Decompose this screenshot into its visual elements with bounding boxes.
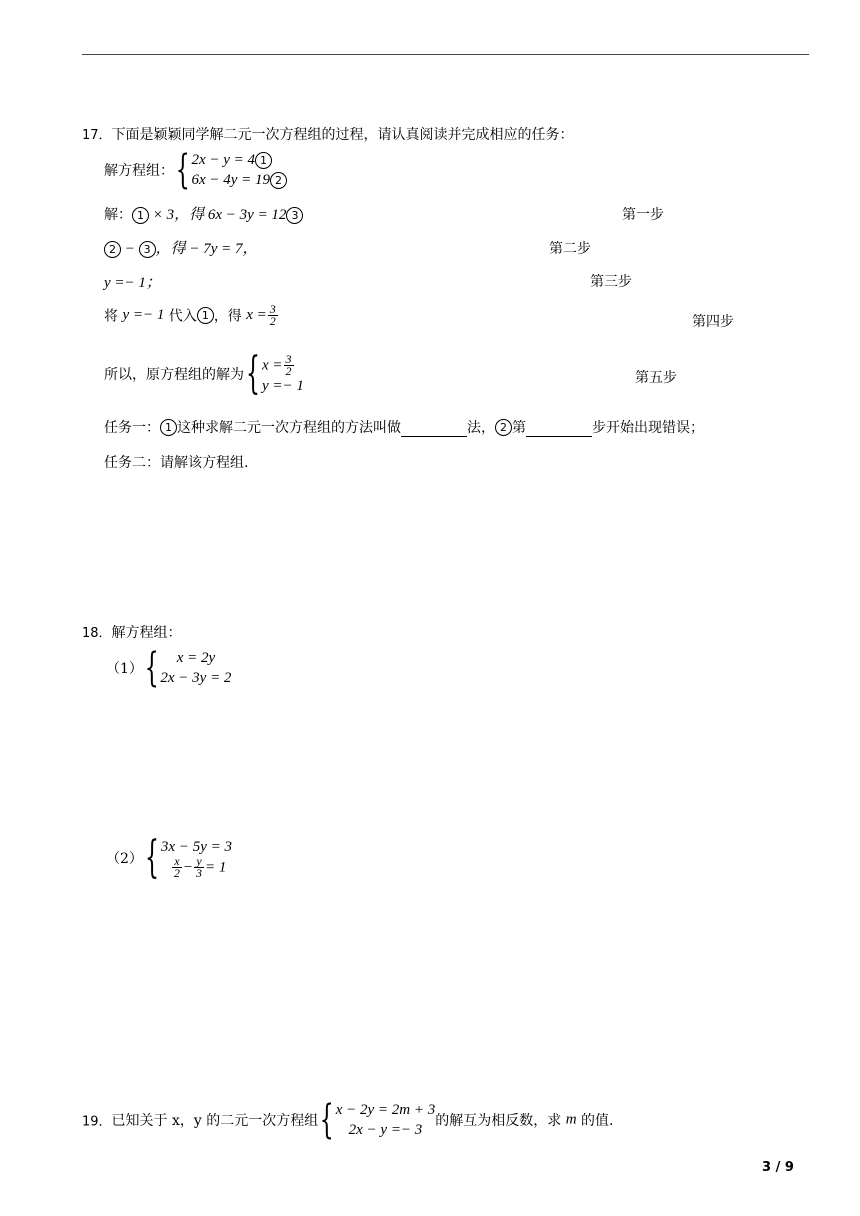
- circle-1-icon: 1: [197, 307, 214, 324]
- q17-task1-text: 这种求解二元一次方程组的方法叫做: [177, 420, 401, 436]
- q17-task1: [104, 417, 704, 437]
- q17-step2-tag: 第二步: [549, 241, 591, 257]
- q17-step1-tag: 第一步: [622, 207, 664, 223]
- q18-part2-eq1: 3x − 5y = 3: [160, 838, 232, 855]
- q19-eq1: x − 2y = 2m + 3: [335, 1102, 436, 1118]
- circle-1-icon: 1: [160, 419, 177, 436]
- q17-intro: [82, 124, 574, 144]
- circle-2-icon: 2: [104, 241, 121, 258]
- q17-step5-x-row: x = $\frac{3}{2}$: [262, 351, 292, 378]
- circle-3-icon: 3: [139, 241, 156, 258]
- q17-step5-y-row: y =− 1: [262, 377, 304, 394]
- q18-part1: [106, 645, 232, 691]
- q18-part2-brace: {: [144, 832, 159, 883]
- q19-post-text2: 的值.: [576, 1113, 614, 1129]
- q17-step5-pre: 所以，原方程组的解为: [104, 367, 244, 383]
- q17-step4-pre: 将: [104, 308, 123, 325]
- q19-eq2: 2x − y =− 3: [348, 1122, 423, 1138]
- q17-step2-eq: ，得 − 7y = 7，: [155, 241, 258, 257]
- q17-number: 17．: [82, 128, 112, 143]
- q17-step3-eq: y =− 1；: [104, 275, 161, 291]
- q17-step4: [104, 304, 279, 327]
- q17-eq2: 6x − 4y = 19 2: [191, 170, 287, 190]
- q17-intro-text: 下面是颖颖同学解二元一次方程组的过程，请认真阅读并完成相应的任务：: [111, 127, 574, 143]
- circle-3-icon: 3: [286, 207, 303, 224]
- answer-blank-step[interactable]: [526, 422, 592, 437]
- q17-step4-mid: 代入: [164, 308, 197, 325]
- q17-step5-tag: 第五步: [635, 370, 677, 386]
- q18-part1-label: （1）: [106, 661, 143, 677]
- q19-variable-m: m: [565, 1111, 577, 1128]
- q17-task1-text3: 第: [512, 420, 526, 436]
- q17-task1-text2: 法，: [467, 420, 495, 436]
- q17-step1-mid: × 3，得: [149, 207, 208, 223]
- q17-step1-eq: 6x − 3y = 12: [207, 207, 287, 223]
- q17-step2-mid: −: [121, 241, 139, 257]
- q17-step1: [104, 203, 303, 224]
- q17-eq1: 2x − y = 4 1: [191, 150, 287, 170]
- q17-step2: [104, 237, 258, 258]
- q17-task1-text4: 步开始出现错误；: [592, 420, 704, 436]
- q17-step4-tag: 第四步: [692, 314, 734, 330]
- q18-part2-eq2: $\frac{x}{2}$ − $\frac{y}{3}$ = 1: [173, 853, 227, 880]
- q18-part1-brace: {: [144, 645, 159, 691]
- q17-system-label: 解方程组：: [104, 163, 174, 179]
- q17-step5: [104, 348, 304, 399]
- page-number: 3 / 9: [762, 1160, 794, 1175]
- q19-number: 19．: [82, 1114, 112, 1130]
- q19-post-text: 的解互为相反数，求: [435, 1113, 566, 1129]
- circle-1-icon: 1: [132, 207, 149, 224]
- circle-1-icon: 1: [255, 152, 272, 169]
- q18-part2: [106, 832, 232, 883]
- q17-step4-y: y =− 1: [122, 307, 165, 323]
- circle-2-icon: 2: [270, 172, 287, 189]
- q17-task1-label: 任务一：: [104, 420, 160, 436]
- q17-system: [104, 147, 287, 193]
- q18-number: 18．: [82, 626, 112, 641]
- circle-2-icon: 2: [495, 419, 512, 436]
- q17-brace: {: [175, 147, 190, 193]
- q18-part1-eq2: 2x − 3y = 2: [160, 670, 232, 686]
- answer-blank-method[interactable]: [401, 422, 467, 437]
- header-rule: [82, 54, 809, 55]
- q18-title: [82, 622, 182, 642]
- q19-pre-text: 已知关于 x，y 的二元一次方程组: [111, 1113, 319, 1129]
- q17-step5-brace: {: [246, 348, 260, 399]
- q17-step4-after: ，得: [213, 308, 247, 325]
- q17-step4-fraction: $\frac{3}{2}$: [269, 302, 276, 328]
- q17-task2: 任务二：请解该方程组.: [104, 455, 249, 471]
- q17-step4-x: x =: [246, 307, 267, 323]
- q17-step3-tag: 第三步: [590, 274, 632, 290]
- q18-title-text: 解方程组：: [111, 625, 182, 641]
- q18-part2-label: （2）: [106, 851, 143, 867]
- q18-part1-eq1: x = 2y: [176, 650, 216, 666]
- q19: [82, 1097, 614, 1143]
- q17-step3: [104, 271, 161, 292]
- q17-step1-prefix: 解：: [104, 207, 132, 223]
- q19-brace: {: [319, 1097, 334, 1143]
